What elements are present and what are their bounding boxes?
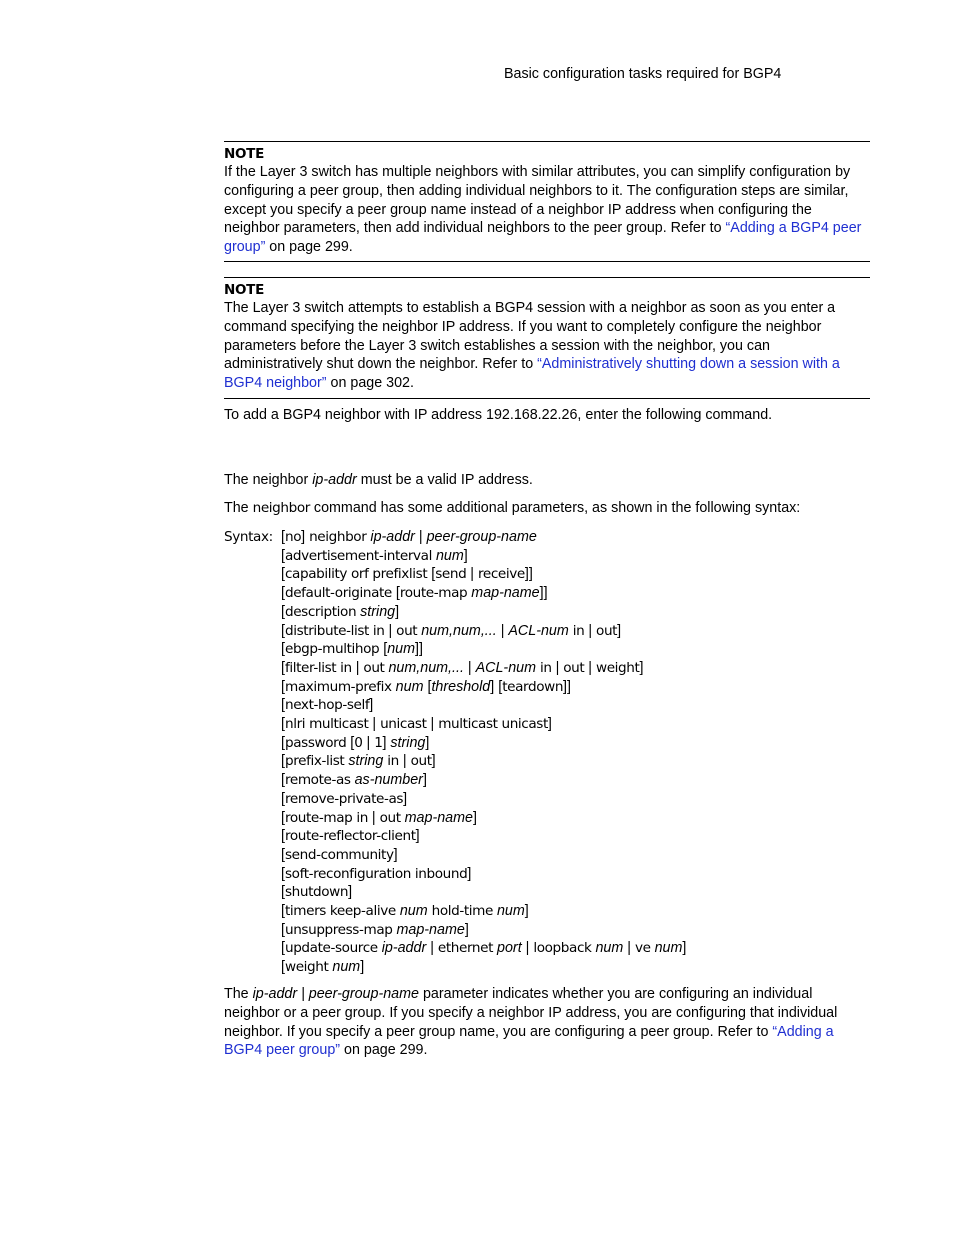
cross-reference-link[interactable]: “Adding a BGP4 peer group” [224,1023,834,1059]
syntax-line: [send-community] [281,846,398,863]
syntax-line: [advertisement-interval num] [281,547,468,564]
syntax-line: [maximum-prefix num [threshold] [teardown]] [281,678,571,695]
syntax-line: [filter-list in | out num,num,... | ACL-num in | out | weight] [281,659,644,676]
syntax-line: [update-source ip-addr | ethernet port | loopback num | ve num] [281,940,687,957]
syntax-line: [nlri multicast | unicast | multicast unicast] [281,716,552,733]
syntax-label: Syntax: [224,529,273,545]
syntax-line: [remove-private-as] [281,790,408,807]
note-heading: NOTE [224,282,265,298]
syntax-line: [soft-reconfiguration inbound] [281,865,472,882]
cross-reference-link[interactable]: “Adding a BGP4 peer group” [224,220,862,256]
syntax-line: [next-hop-self] [281,697,374,714]
syntax-line: [description string] [281,603,400,620]
syntax-intro-paragraph: The neighbor command has some additional parameters, as shown in the following syntax: [224,500,801,516]
syntax-line: [prefix-list string in | out] [281,753,436,770]
syntax-line: [shutdown] [281,884,353,901]
running-header: Basic configuration tasks required for BGP4 [504,66,782,82]
note-box [224,141,870,262]
note-box [224,277,870,399]
syntax-line: [capability orf prefixlist [send | receive]] [281,566,533,583]
syntax-line: [timers keep-alive num hold-time num] [281,903,529,920]
syntax-line: [route-map in | out map-name] [281,809,477,826]
closing-paragraph: The ip-addr | peer-group-name parameter indicates whether you are configuring an individual neighbor or a peer group. If you specify a neighbor IP address, you are configuring that individual neighbor. If you specify a peer group name, you are configuring a peer group. Refer to “Adding a BGP4 peer group” on page 299. [224,986,838,1059]
syntax-line: [route-reflector-client] [281,828,420,845]
syntax-line: [unsuppress-map map-name] [281,921,469,938]
syntax-line: [remote-as as-number] [281,772,427,789]
intro-paragraph: To add a BGP4 neighbor with IP address 192.168.22.26, enter the following command. [224,407,773,423]
ip-addr-paragraph: The neighbor ip-addr must be a valid IP address. [224,472,533,488]
syntax-line: [no] neighbor ip-addr | peer-group-name [281,529,537,545]
syntax-line: [password [0 | 1] string] [281,734,430,751]
syntax-line: [ebgp-multihop [num]] [281,641,423,658]
note-heading: NOTE [224,146,265,162]
syntax-line: [distribute-list in | out num,num,... | ACL-num in | out] [281,622,622,639]
note-text: If the Layer 3 switch has multiple neighbors with similar attributes, you can simplify configuration by configuring a peer group, then adding individual neighbors to it. The configuration steps are similar, except you specify a peer group name instead of a neighbor IP address when configuring the neighbor parameters, then add individual neighbors to the peer group. Refer to “Adding a BGP4 peer group” on page 299. [224,164,862,256]
note-text: The Layer 3 switch attempts to establish a BGP4 session with a neighbor as soon as you enter a command specifying the neighbor IP address. If you want to completely configure the neighbor parameters before the Layer 3 switch establishes a session with the neighbor, you can administratively shut down the neighbor. Refer to “Administratively shutting down a session with a BGP4 neighbor” on page 302. [224,300,840,392]
syntax-lines [281,528,841,977]
syntax-line: [weight num] [281,959,365,976]
cross-reference-link[interactable]: “Administratively shutting down a session with a BGP4 neighbor” [224,356,840,392]
syntax-line: [default-originate [route-map map-name]] [281,585,548,602]
